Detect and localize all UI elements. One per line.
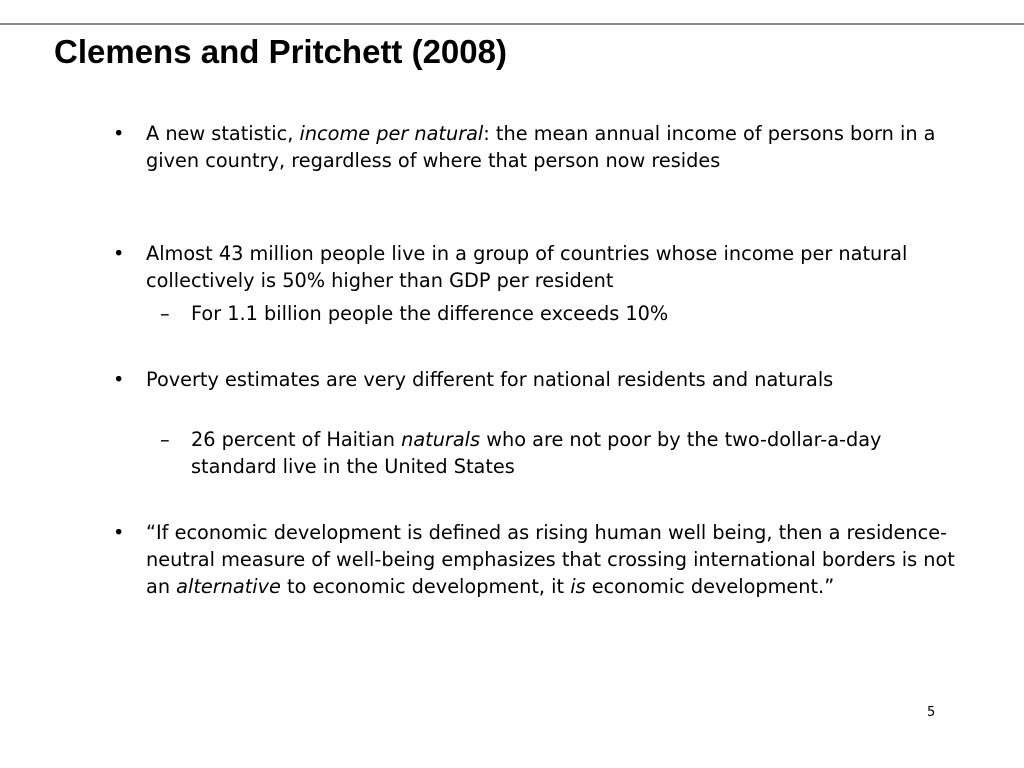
page-number: 5 xyxy=(927,705,936,720)
sub-bullet-text-emphasis: naturals xyxy=(401,428,481,451)
sub-bullet-text: For 1.1 billion people the difference exceeds 10% xyxy=(191,302,669,325)
slide-title: Clemens and Pritchett (2008) xyxy=(54,33,507,70)
bullet-marker: • xyxy=(113,368,125,391)
bullet-text: A new statistic, xyxy=(146,122,300,145)
bullet-text: Poverty estimates are very different for national residents and naturals xyxy=(146,368,834,391)
bullet-text: : the mean annual income of persons born in a given country, regardless of where that person now resides xyxy=(146,122,936,172)
sub-bullet-marker: – xyxy=(160,302,170,325)
bullet-text-emphasis: income per natural xyxy=(299,122,484,145)
bullet-text: “If economic development is defined as rising human well being, then a residence-neutral measure of well-being emphasizes that crossing international borders is not an xyxy=(146,521,955,598)
bullet-marker: • xyxy=(113,521,125,544)
bullet-43-million xyxy=(113,240,956,294)
bullet-marker: • xyxy=(113,242,125,265)
bullet-marker: • xyxy=(113,122,125,145)
sub-bullet-marker: – xyxy=(160,428,170,451)
sub-bullet-1-1-billion xyxy=(160,300,911,327)
bullet-text: economic development.” xyxy=(585,575,835,598)
sub-bullet-text: 26 percent of Haitian xyxy=(191,428,402,451)
sub-bullet-haitian-naturals xyxy=(160,426,911,480)
bullet-text-emphasis: is xyxy=(570,575,586,598)
bullet-economic-development-quote xyxy=(113,519,956,600)
bullet-poverty-estimates xyxy=(113,366,956,393)
bullet-text: Almost 43 million people live in a group of countries whose income per natural collectively is 50% higher than GDP per resident xyxy=(146,242,908,292)
bullet-text-emphasis: alternative xyxy=(176,575,281,598)
sub-bullet-text: who are not poor by the two-dollar-a-day standard live in the United States xyxy=(191,428,882,478)
top-divider-line xyxy=(0,23,1024,25)
bullet-income-per-natural xyxy=(113,120,956,174)
bullet-text: to economic development, it xyxy=(280,575,571,598)
